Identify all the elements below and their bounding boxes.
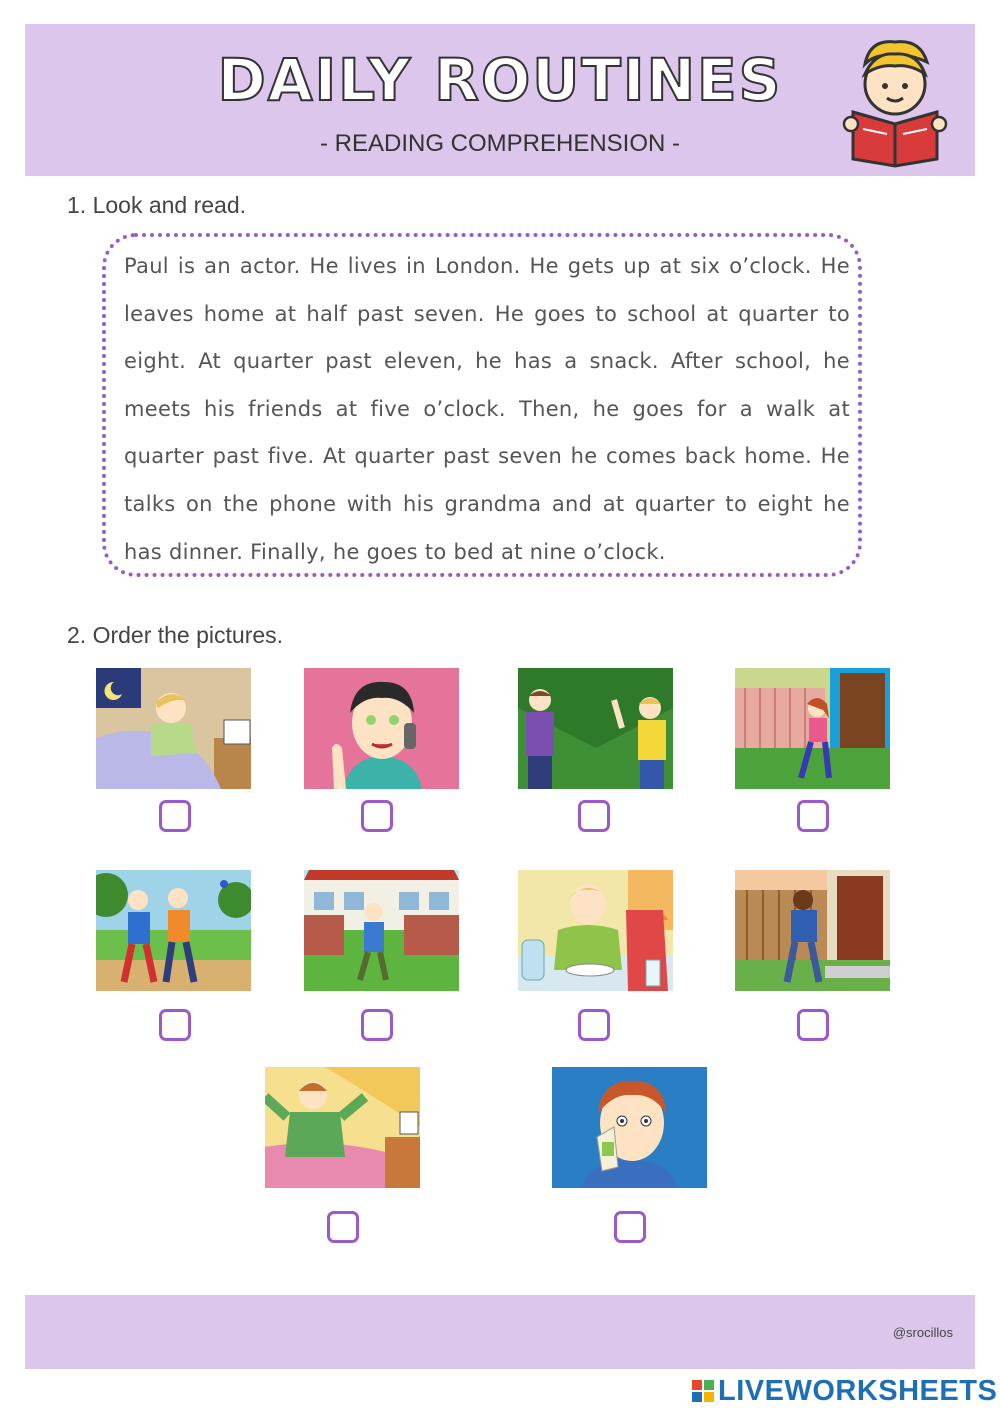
picture-girl-leaving-home (735, 668, 890, 789)
picture-boy-in-bed (96, 668, 251, 789)
answer-box-9[interactable] (327, 1211, 359, 1243)
footer-band (25, 1295, 975, 1369)
reading-boy-icon (835, 34, 955, 169)
picture-boys-walking-park (96, 870, 251, 991)
picture-two-boys-waving (518, 668, 673, 789)
answer-box-2[interactable] (361, 800, 393, 832)
picture-man-getting-up (265, 1067, 420, 1188)
answer-box-3[interactable] (578, 800, 610, 832)
answer-box-4[interactable] (797, 800, 829, 832)
answer-box-6[interactable] (361, 1009, 393, 1041)
answer-box-8[interactable] (797, 1009, 829, 1041)
answer-box-7[interactable] (578, 1009, 610, 1041)
worksheet-title: DAILY ROUTINES (217, 46, 783, 114)
worksheet-subtitle: - READING COMPREHENSION - (319, 130, 681, 157)
picture-boy-coming-home (735, 870, 890, 991)
picture-boy-eating-snack (552, 1067, 707, 1188)
instruction-look-and-read: 1. Look and read. (67, 192, 247, 218)
answer-box-1[interactable] (159, 800, 191, 832)
picture-woman-eating-dinner (518, 870, 673, 991)
instruction-order-pictures: 2. Order the pictures. (67, 622, 284, 648)
answer-box-5[interactable] (159, 1009, 191, 1041)
liveworksheets-logo[interactable] (692, 1374, 997, 1408)
picture-man-on-phone (304, 668, 459, 789)
reading-passage: Paul is an actor. He lives in London. He gets up at six o’clock. He leaves home at half past seven. He goes to school at quarter to eight. At quarter past eleven, he has a snack. After school, he meets his friends at five o’clock. Then, he goes for a walk at quarter past five. At quarter past seven he comes back home. He talks on the phone with his grandma and at quarter to eight he has dinner. Finally, he goes to bed at nine o’clock. (124, 254, 850, 564)
header-band (25, 24, 975, 176)
liveworksheets-mark-icon (692, 1380, 714, 1402)
author-credit: @srocillos (892, 1325, 953, 1340)
picture-boy-walking-to-school (304, 870, 459, 991)
brand-name: LIVEWORKSHEETS (718, 1374, 998, 1407)
answer-box-10[interactable] (614, 1211, 646, 1243)
